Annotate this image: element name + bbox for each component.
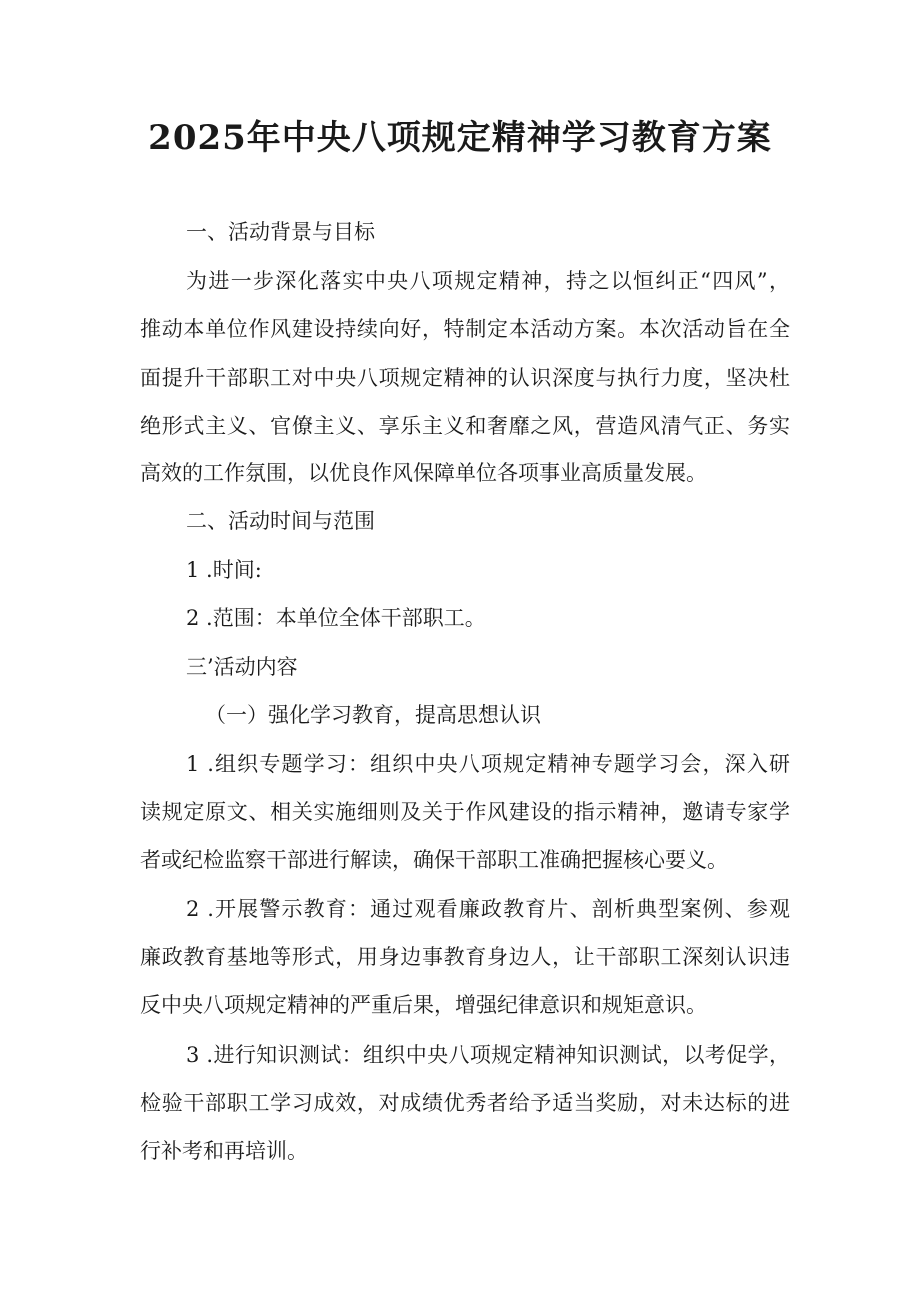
paragraph-line: 检验干部职工学习成效，对成绩优秀者给予适当奖励，对未达标的进 <box>140 1091 790 1115</box>
paragraph-line: 者或纪检监察干部进行解读，确保干部职工准确把握核心要义。 <box>140 848 728 872</box>
section-heading-background: 一、活动背景与目标 <box>186 220 375 244</box>
paragraph-line: 为进一步深化落实中央八项规定精神，持之以恒纠正“四风”， <box>186 269 790 293</box>
paragraph-line: 反中央八项规定精神的严重后果，增强纪律意识和规矩意识。 <box>140 993 707 1017</box>
paragraph-line: 1 .组织专题学习：组织中央八项规定精神专题学习会，深入研 <box>186 752 790 776</box>
list-item-scope: 2 .范围：本单位全体干部职工。 <box>186 606 486 630</box>
paragraph-line: 2 .开展警示教育：通过观看廉政教育片、剖析典型案例、参观 <box>186 897 790 921</box>
paragraph-line: 读规定原文、相关实施细则及关于作风建设的指示精神，邀请专家学 <box>140 800 790 824</box>
paragraph-line: 推动本单位作风建设持续向好，特制定本活动方案。本次活动旨在全 <box>140 317 790 341</box>
paragraph-line: 廉政教育基地等形式，用身边事教育身边人，让干部职工深刻认识违 <box>140 945 790 969</box>
paragraph-line: 行补考和再培训。 <box>140 1139 308 1163</box>
section-heading-time-scope: 二、活动时间与范围 <box>186 509 375 533</box>
list-item-time: 1 .时间: <box>186 558 262 582</box>
paragraph-line: 3 .进行知识测试：组织中央八项规定精神知识测试，以考促学， <box>186 1043 790 1067</box>
section-heading-content: 三’活动内容 <box>186 655 298 679</box>
document-title: 2025年中央八项规定精神学习教育方案 <box>148 118 772 158</box>
subsection-heading: （一）强化学习教育，提高思想认识 <box>205 703 541 727</box>
paragraph-line: 绝形式主义、官僚主义、享乐主义和奢靡之风，营造风清气正、务实 <box>140 414 790 438</box>
paragraph-line: 高效的工作氛围，以优良作风保障单位各项事业高质量发展。 <box>140 461 707 485</box>
paragraph-line: 面提升干部职工对中央八项规定精神的认识深度与执行力度，坚决杜 <box>140 366 790 390</box>
